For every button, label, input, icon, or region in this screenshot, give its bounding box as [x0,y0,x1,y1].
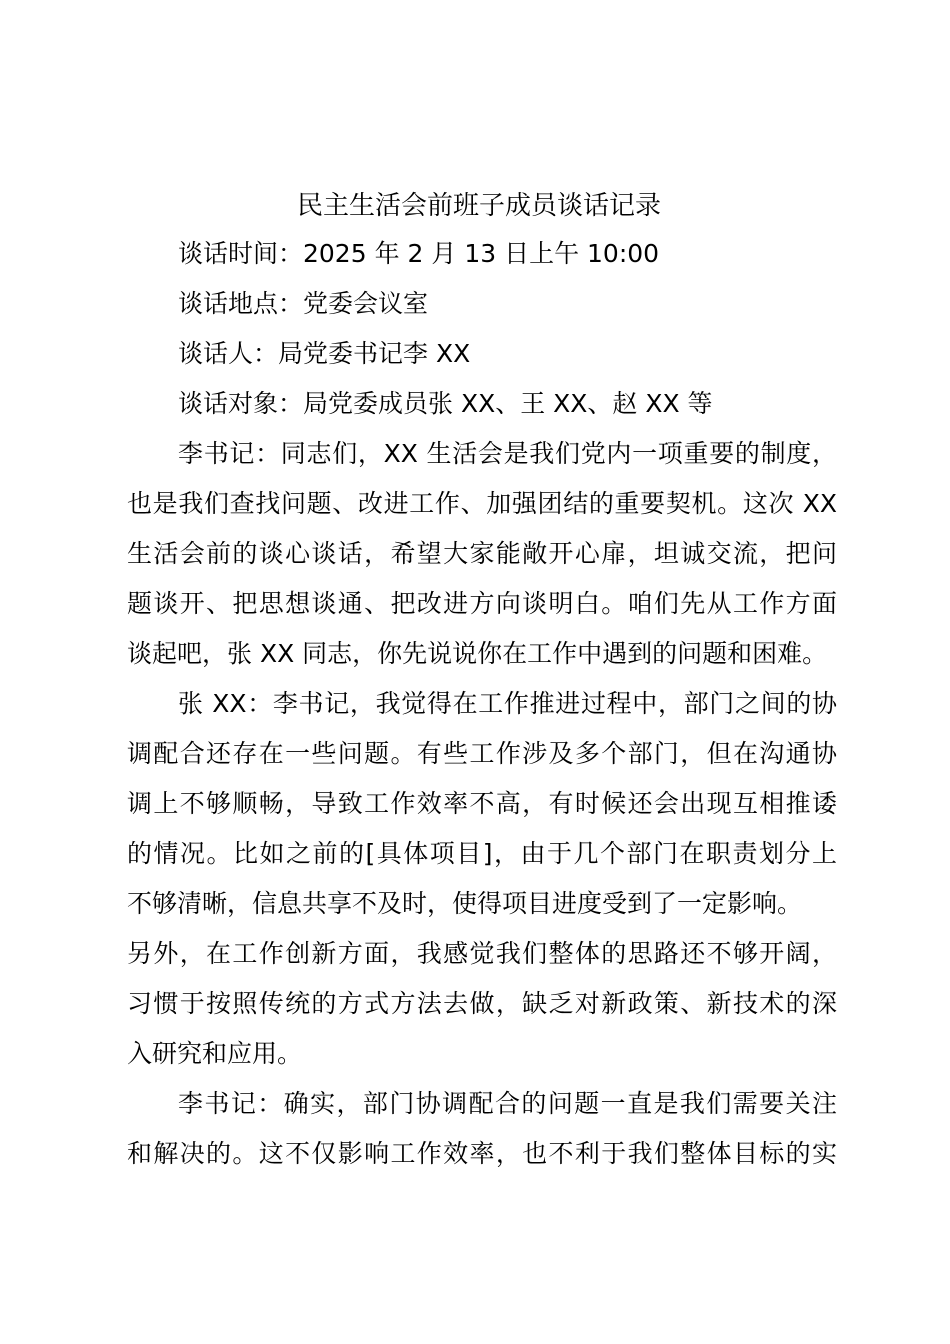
body-line: 调上不够顺畅，导致工作效率不高，有时候还会出现互相推诿 [127,789,837,818]
body-line: 李书记：确实，部门协调配合的问题一直是我们需要关注 [178,1089,837,1118]
meta-location: 谈话地点：党委会议室 [178,289,429,318]
body-line: 也是我们查找问题、改进工作、加强团结的重要契机。这次 XX [127,489,837,518]
body-line: 不够清晰，信息共享不及时，使得项目进度受到了一定影响。 [127,889,803,918]
body-line: 入研究和应用。 [127,1039,303,1068]
body-line: 题谈开、把思想谈通、把改进方向谈明白。咱们先从工作方面 [127,589,837,618]
body-line: 的情况。比如之前的[具体项目]，由于几个部门在职责划分上 [127,839,837,868]
body-line: 张 XX：李书记，我觉得在工作推进过程中，部门之间的协 [178,689,837,718]
body-line: 调配合还存在一些问题。有些工作涉及多个部门，但在沟通协 [127,739,837,768]
body-line: 李书记：同志们，XX 生活会是我们党内一项重要的制度， [178,439,837,468]
meta-participants: 谈话对象：局党委成员张 XX、王 XX、赵 XX 等 [178,389,713,418]
body-line: 生活会前的谈心谈话，希望大家能敞开心扉，坦诚交流，把问 [127,539,837,568]
meta-speaker: 谈话人：局党委书记李 XX [178,339,471,368]
document-title: 民主生活会前班子成员谈话记录 [296,191,661,221]
meta-time: 谈话时间：2025 年 2 月 13 日上午 10:00 [178,239,660,268]
body-line: 和解决的。这不仅影响工作效率，也不利于我们整体目标的实 [127,1139,837,1168]
body-line: 习惯于按照传统的方式方法去做，缺乏对新政策、新技术的深 [127,989,837,1018]
body-line: 谈起吧，张 XX 同志，你先说说你在工作中遇到的问题和困难。 [127,639,828,668]
body-line: 另外，在工作创新方面，我感觉我们整体的思路还不够开阔， [127,939,837,968]
